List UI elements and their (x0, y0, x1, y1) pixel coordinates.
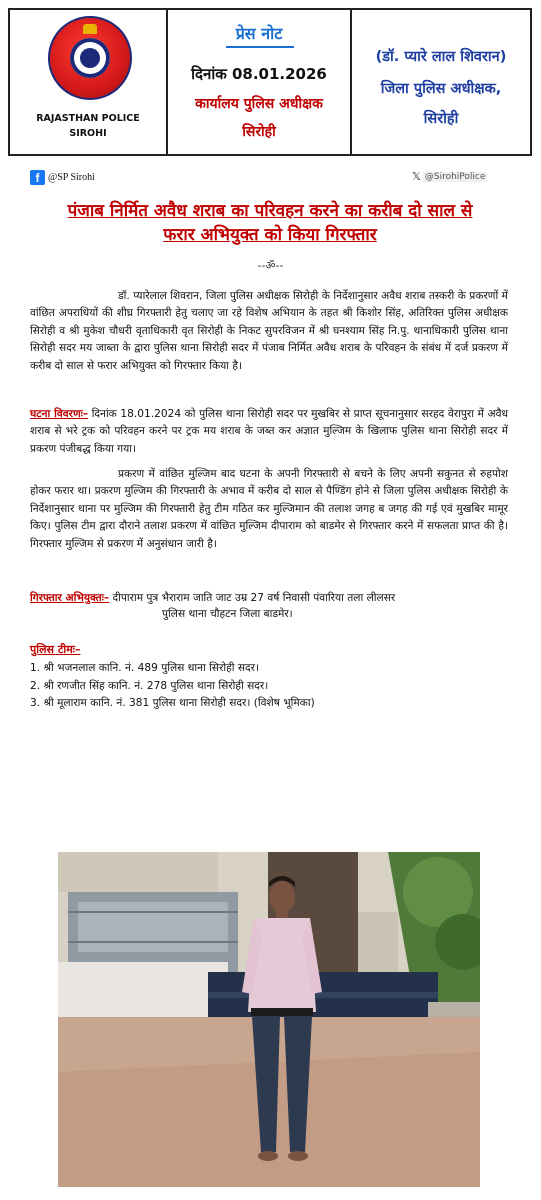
arrested-line-2: पुलिस थाना चौहटन जिला बाडमेर। (162, 608, 293, 620)
headline (20, 199, 520, 247)
arrested-line-1: दीपाराम पुत्र भैराराम जाति जाट उम्र 27 वर्ष निवासी पंवारिया तला लीलसर (109, 592, 396, 604)
badge-icon (80, 48, 100, 68)
facebook-icon: f (30, 170, 45, 185)
logo-caption-1: RAJASTHAN POLICE (36, 113, 140, 124)
incident-text: दिनांक 18.01.2024 को पुलिस थाना सिरोही सदर पर मुखबिर से प्राप्त सूचनानुसार सरहद वेरापुरा में अवैध शराब से भरे ट्रक को परिवहन करने पर ट्रक मय शराब के जब्त कर अज्ञात मुल्जिम के खिलाफ पुलिस थाना सिरोही सदर में प्रकरण पंजीबद्ध किया गया। (30, 408, 508, 455)
x-handle-text: @SirohiPolice (424, 171, 486, 182)
investigation-text: प्रकरण में वांछित मुल्जिम बाद घटना के अपनी गिरफ्तारी से बचने के लिए अपनी सकुनत से रुहपोश होकर फरार था। प्रकरण मुल्जिम की गिरफ्तारी के अभाव में करीब दो साल से पैण्डिंग होने से जिला पुलिस अधीक्षक सिरोही के निर्देशानुसार थाना पर मुल्जिम की गिरफ्तारी हेतु टीम गठित कर मुल्जिमान की तलाश जगह ब जगह की गई एवं मुखबिर मामूर किए। पुलिस टीम द्वारा दौराने तलाश प्रकरण में वांछित मुल्जिम दीपाराम को बाडमेर से गिरफ्तार करने में सफलता प्राप्त की है। गिरफ्तार मुल्जिम से प्रकरण में अनुसंधान जारी है। (30, 468, 508, 550)
rajasthan-police-logo (48, 16, 132, 100)
title-underline (226, 46, 294, 48)
intro-text: डॉ. प्यारेलाल शिवरान, जिला पुलिस अधीक्षक सिरोही के निर्देशानुसार अवैध शराब तस्करी के प्रकरणों में वांछित अपराधियों की शीघ्र गिरफ्तारी हेतु चलाए जा रहे विशेष अभियान के तहत श्री किशोर सिंह, अतिरिक्त पुलिस अधीक्षक सिरोही व श्री मुकेश चौधरी वृताधिकारी वृत सिरोही के निकट सुपरविजन में श्री घनश्याम सिंह नि.पु. थानाधिकारी पुलिस थाना सिरोही सदर मय जाब्ता के द्वारा पुलिस थाना सिरोही सदर में पंजाब निर्मित अवैध शराब के परिवहन के संबंध में दर्ज प्रकरण में करीब दो साल से फरार अभियुक्त को गिरफ्तार किया है। (30, 290, 508, 372)
sp-place: सिरोही (423, 111, 459, 127)
logo-caption-2: SIROHI (69, 128, 107, 139)
office-name: कार्यालय पुलिस अधीक्षक (195, 96, 323, 112)
press-note-title: प्रेस नोट (235, 24, 283, 43)
crest-icon (83, 24, 97, 34)
sp-cell (352, 10, 530, 154)
ornament-divider: --ॐ-- (257, 259, 284, 272)
facebook-handle-text: @SP Sirohi (48, 172, 95, 183)
headline-line-2: फरार अभियुक्त को किया गिरफ्तार (163, 225, 377, 245)
list-item: 1. श्री भजनलाल कानि. नं. 489 पुलिस थाना सिरोही सदर। (30, 662, 260, 674)
header-table (8, 8, 532, 156)
headline-line-1: पंजाब निर्मित अवैध शराब का परिवहन करने का करीब दो साल से (67, 201, 473, 221)
press-note-cell (168, 10, 352, 154)
photo-illustration (58, 852, 480, 1187)
list-item: 2. श्री रणजीत सिंह कानि. नं. 278 पुलिस थाना सिरोही सदर। (30, 679, 269, 692)
facebook-handle[interactable] (30, 170, 95, 185)
logo-cell (10, 10, 168, 154)
arrested-person-photo (58, 852, 480, 1187)
arrested-label: गिरफ्तार अभियुक्तः– (30, 592, 110, 604)
incident-label: घटना विवरणः– (30, 408, 89, 420)
sp-name: (डॉ. प्यारे लाल शिवरान) (375, 49, 507, 65)
incident-paragraph (30, 406, 508, 458)
sp-title: जिला पुलिस अधीक्षक, (380, 81, 502, 97)
office-place: सिरोही (242, 124, 276, 140)
investigation-paragraph (30, 466, 508, 553)
press-date: दिनांक 08.01.2026 (191, 65, 327, 83)
list-item: 3. श्री मूलाराम कानि. नं. 381 पुलिस थाना सिरोही सदर। (विशेष भूमिका) (30, 697, 315, 710)
team-label: पुलिस टीमः– (30, 643, 81, 656)
x-handle[interactable] (412, 170, 487, 183)
intro-paragraph (30, 288, 508, 375)
x-logo-icon: 𝕏 (412, 170, 421, 183)
arrested-accused (30, 590, 508, 607)
police-team-list (30, 660, 315, 713)
